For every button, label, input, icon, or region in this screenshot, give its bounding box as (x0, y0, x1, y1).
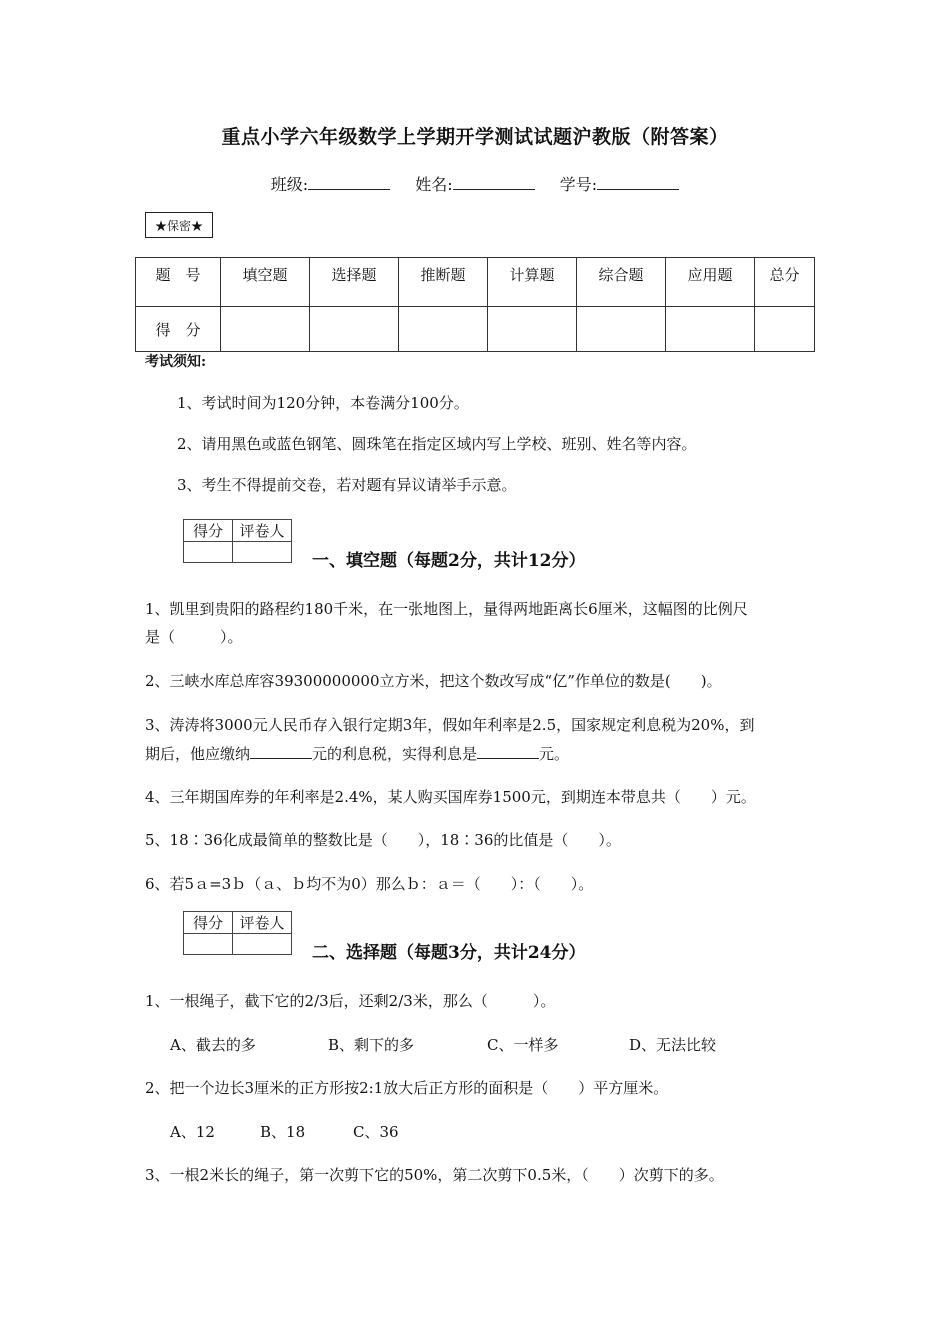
grader-score-cell[interactable] (184, 542, 233, 563)
score-table-header: 填空题 (221, 258, 310, 307)
question-1-5: 5、18∶36化成最简单的整数比是（ ），18∶36的比值是（ ）。 (145, 831, 621, 849)
option-d[interactable]: D、无法比较 (629, 1036, 717, 1054)
score-cell[interactable] (488, 307, 577, 352)
notice-item: 1、考试时间为120分钟，本卷满分100分。 (177, 394, 469, 412)
score-cell[interactable] (577, 307, 666, 352)
score-cell[interactable] (755, 307, 815, 352)
question-1-6: 6、若5ａ=3ｂ（ａ、ｂ均不为0）那么ｂ：ａ＝（ ）：（ ）。 (145, 875, 594, 893)
question-1-4: 4、三年期国库券的年利率是2.4%，某人购买国库券1500元，到期连本带息共（ ）元。 (145, 788, 756, 806)
grader-score-label: 得分 (184, 912, 233, 934)
question-1-1-cont: 是（ ）。 (145, 628, 243, 646)
question-1-3: 3、涛涛将3000元人民币存入银行定期3年，假如年利率是2.5，国家规定利息税为20%，到 (145, 716, 755, 734)
notice-item: 3、考生不得提前交卷，若对题有异议请举手示意。 (177, 476, 517, 494)
grader-name-cell[interactable] (233, 934, 292, 955)
section-title-choice: 二、选择题（每题3分，共计24分） (312, 943, 586, 963)
grader-name-label: 评卷人 (233, 912, 292, 934)
name-field[interactable]: 姓名: (415, 172, 534, 195)
question-1-1: 1、凯里到贵阳的路程约180千米，在一张地图上，量得两地距离长6厘米，这幅图的比例尺 (145, 600, 748, 618)
grader-score-cell[interactable] (184, 934, 233, 955)
score-table-header: 计算题 (488, 258, 577, 307)
option-b[interactable]: B、18 (260, 1123, 306, 1141)
score-table-header: 综合题 (577, 258, 666, 307)
confidential-stamp: ★保密★ (145, 212, 213, 238)
student-info (0, 172, 950, 195)
score-cell[interactable] (310, 307, 399, 352)
grader-score-label: 得分 (184, 520, 233, 542)
score-table-header: 应用题 (666, 258, 755, 307)
question-1-3-cont: 期后，他应缴纳 元的利息税，实得利息是 元。 (145, 745, 570, 763)
page-title: 重点小学六年级数学上学期开学测试试题沪教版（附答案） (221, 126, 729, 148)
score-cell[interactable] (221, 307, 310, 352)
question-2-2: 2、把一个边长3厘米的正方形按2:1放大后正方形的面积是（ ）平方厘米。 (145, 1079, 669, 1097)
option-a[interactable]: A、截去的多 (170, 1036, 256, 1054)
option-a[interactable]: A、12 (170, 1123, 215, 1141)
score-table-header: 题 号 (136, 258, 221, 307)
student-id-field[interactable]: 学号: (560, 172, 679, 195)
notice-item: 2、请用黑色或蓝色钢笔、圆珠笔在指定区域内写上学校、班别、姓名等内容。 (177, 435, 697, 453)
option-c[interactable]: C、36 (353, 1123, 399, 1141)
question-2-3: 3、一根2米长的绳子，第一次剪下它的50%，第二次剪下0.5米，（ ）次剪下的多。 (145, 1166, 724, 1184)
score-table-header-row (136, 258, 815, 307)
score-row-label: 得 分 (136, 307, 221, 352)
grader-name-label: 评卷人 (233, 520, 292, 542)
score-cell[interactable] (666, 307, 755, 352)
option-c[interactable]: C、一样多 (487, 1036, 559, 1054)
score-table-header: 推断题 (399, 258, 488, 307)
option-b[interactable]: B、剩下的多 (328, 1036, 415, 1054)
answer-blank[interactable] (250, 746, 312, 759)
score-table-header: 总分 (755, 258, 815, 307)
grader-box (183, 519, 292, 563)
grader-box (183, 911, 292, 955)
score-table-score-row (136, 307, 815, 352)
section-title-fill-in: 一、填空题（每题2分，共计12分） (312, 551, 586, 571)
answer-blank[interactable] (477, 746, 539, 759)
score-table (135, 257, 815, 352)
grader-name-cell[interactable] (233, 542, 292, 563)
score-cell[interactable] (399, 307, 488, 352)
question-2-1: 1、一根绳子，截下它的2/3后，还剩2/3米，那么（ ）。 (145, 992, 556, 1010)
score-table-header: 选择题 (310, 258, 399, 307)
class-field[interactable]: 班级: (271, 172, 390, 195)
notice-heading: 考试须知: (145, 354, 207, 370)
question-1-2: 2、三峡水库总库容39300000000立方米，把这个数改写成“亿”作单位的数是( )。 (145, 672, 722, 690)
